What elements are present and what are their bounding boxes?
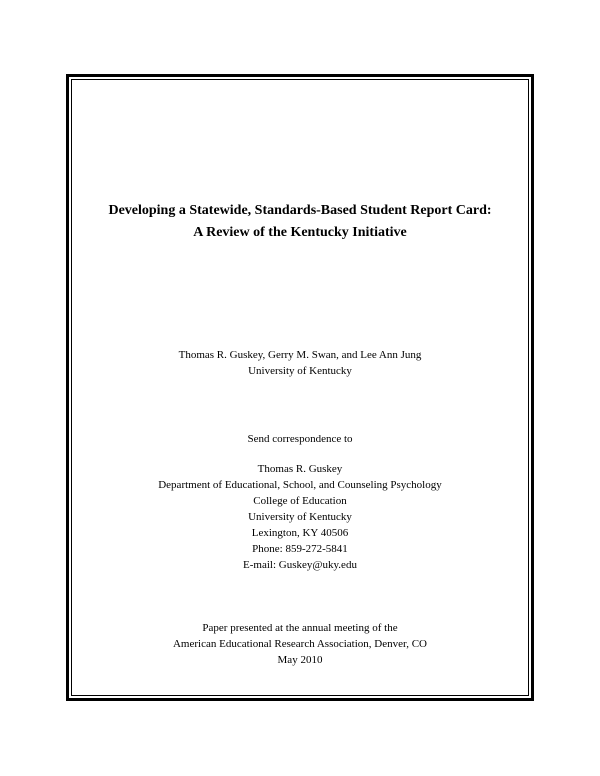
- contact-university: University of Kentucky: [248, 511, 352, 523]
- contact-city: Lexington, KY 40506: [251, 527, 349, 539]
- contact-department: Department of Educational, School, and Counseling Psychology: [158, 479, 442, 491]
- presentation-note: [0, 620, 600, 668]
- correspondence-label-block: [0, 431, 600, 447]
- contact-college: College of Education: [253, 495, 347, 507]
- author-block: [0, 347, 600, 379]
- contact-phone: Phone: 859-272-5841: [252, 543, 348, 555]
- author-names: Thomas R. Guskey, Gerry M. Swan, and Lee Ann Jung: [178, 349, 422, 361]
- presentation-date: May 2010: [277, 654, 323, 666]
- presentation-line-2: American Educational Research Association, Denver, CO: [172, 638, 427, 650]
- contact-details: [0, 541, 600, 573]
- title-line-2: A Review of the Kentucky Initiative: [193, 225, 407, 240]
- correspondence-address: [0, 461, 600, 541]
- page-border-inner: [71, 79, 529, 696]
- contact-name: Thomas R. Guskey: [257, 463, 343, 475]
- correspondence-label: Send correspondence to: [247, 433, 353, 445]
- author-affiliation: University of Kentucky: [248, 365, 352, 377]
- presentation-line-1: Paper presented at the annual meeting of the: [202, 622, 398, 634]
- title-line-1: Developing a Statewide, Standards-Based Student Report Card:: [108, 203, 492, 218]
- contact-email: E-mail: Guskey@uky.edu: [243, 559, 357, 571]
- paper-title: [0, 200, 600, 244]
